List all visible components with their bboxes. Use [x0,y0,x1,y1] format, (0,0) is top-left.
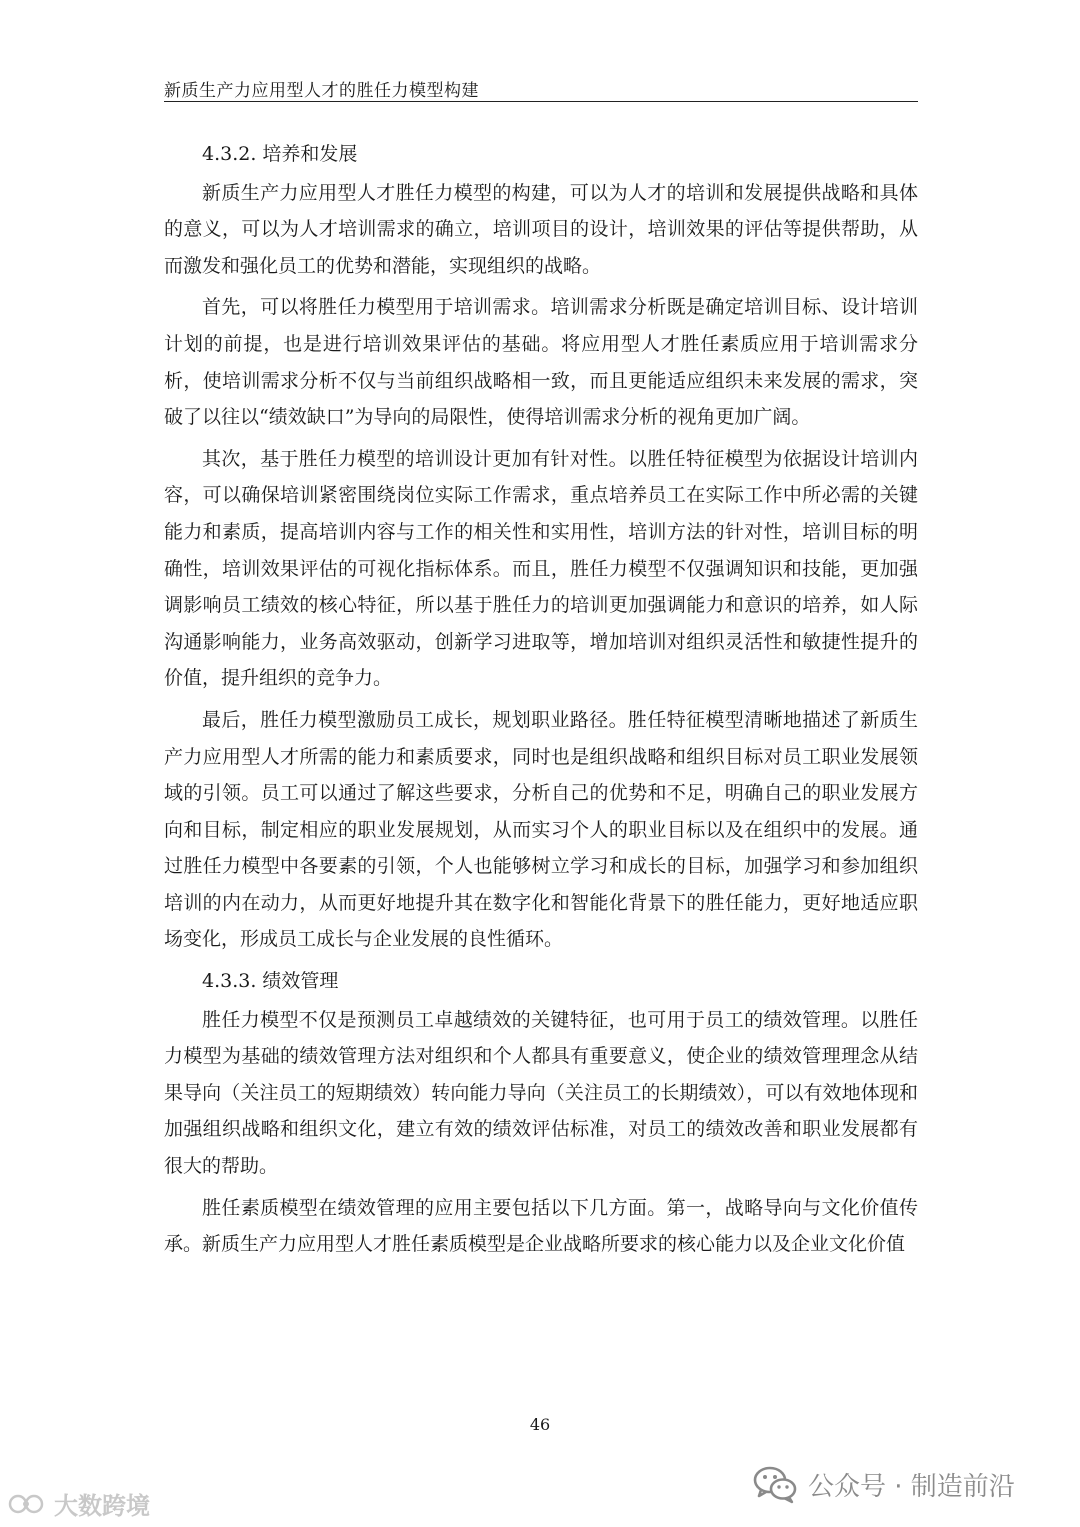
watermark-left [8,1486,150,1521]
watermark-left-text: 大数跨境 [54,1492,150,1520]
paragraph: 新质生产力应用型人才胜任力模型的构建，可以为人才的培训和发展提供战略和具体的意义，可以为人才培训需求的确立，培训项目的设计，培训效果的评估等提供帮助，从而激发和强化员工的优势和潜能，实现组织的战略。 [164,181,918,277]
wechat-icon [752,1464,798,1504]
section-heading: 4.3.2. 培养和发展 [202,143,358,165]
body-text [164,136,918,1263]
watermark-right-text: 公众号 · 制造前沿 [808,1471,1015,1502]
paragraph: 首先，可以将胜任力模型用于培训需求。培训需求分析既是确定培训目标、设计培训计划的前提，也是进行培训效果评估的基础。将应用型人才胜任素质应用于培训需求分析，使培训需求分析不仅与当前组织战略相一致，而且更能适应组织未来发展的需求，突破了以往以“绩效缺口”为导向的局限性，使得培训需求分析的视角更加广阔。 [164,296,918,429]
running-header: 新质生产力应用型人才的胜任力模型构建 [164,81,479,101]
page-number: 46 [529,1415,551,1434]
paragraph: 胜任素质模型在绩效管理的应用主要包括以下几方面。第一，战略导向与文化价值传承。新质生产力应用型人才胜任素质模型是企业战略所要求的核心能力以及企业文化价值 [164,1196,918,1256]
section-heading: 4.3.3. 绩效管理 [202,970,339,993]
watermark-logo-icon [8,1491,48,1517]
paragraph: 胜任力模型不仅是预测员工卓越绩效的关键特征，也可用于员工的绩效管理。以胜任力模型为基础的绩效管理方法对组织和个人都具有重要意义，使企业的绩效管理理念从结果导向（关注员工的短期绩效）转向能力导向（关注员工的长期绩效），可以有效地体现和加强组织战略和组织文化，建立有效的绩效评估标准，对员工的绩效改善和职业发展都有很大的帮助。 [164,1008,918,1178]
paragraph: 其次，基于胜任力模型的培训设计更加有针对性。以胜任特征模型为依据设计培训内容，可以确保培训紧密围绕岗位实际工作需求，重点培养员工在实际工作中所必需的关键能力和素质，提高培训内容与工作的相关性和实用性，培训方法的针对性，培训目标的明确性，培训效果评估的可视化指标体系。而且，胜任力模型不仅强调知识和技能，更加强调影响员工绩效的核心特征，所以基于胜任力的培训更加强调能力和意识的培养，如人际沟通影响能力，业务高效驱动，创新学习进取等，增加培训对组织灵活性和敏捷性提升的价值，提升组织的竞争力。 [164,447,918,690]
header-rule [164,101,918,102]
watermark-right [752,1464,1015,1504]
paragraph: 最后，胜任力模型激励员工成长，规划职业路径。胜任特征模型清晰地描述了新质生产力应用型人才所需的能力和素质要求，同时也是组织战略和组织目标对员工职业发展领域的引领。员工可以通过了解这些要求，分析自己的优势和不足，明确自己的职业发展方向和目标，制定相应的职业发展规划，从而实习个人的职业目标以及在组织中的发展。通过胜任力模型中各要素的引领，个人也能够树立学习和成长的目标，加强学习和参加组织培训的内在动力，从而更好地提升其在数字化和智能化背景下的胜任能力，更好地适应职场变化，形成员工成长与企业发展的良性循环。 [164,708,918,951]
